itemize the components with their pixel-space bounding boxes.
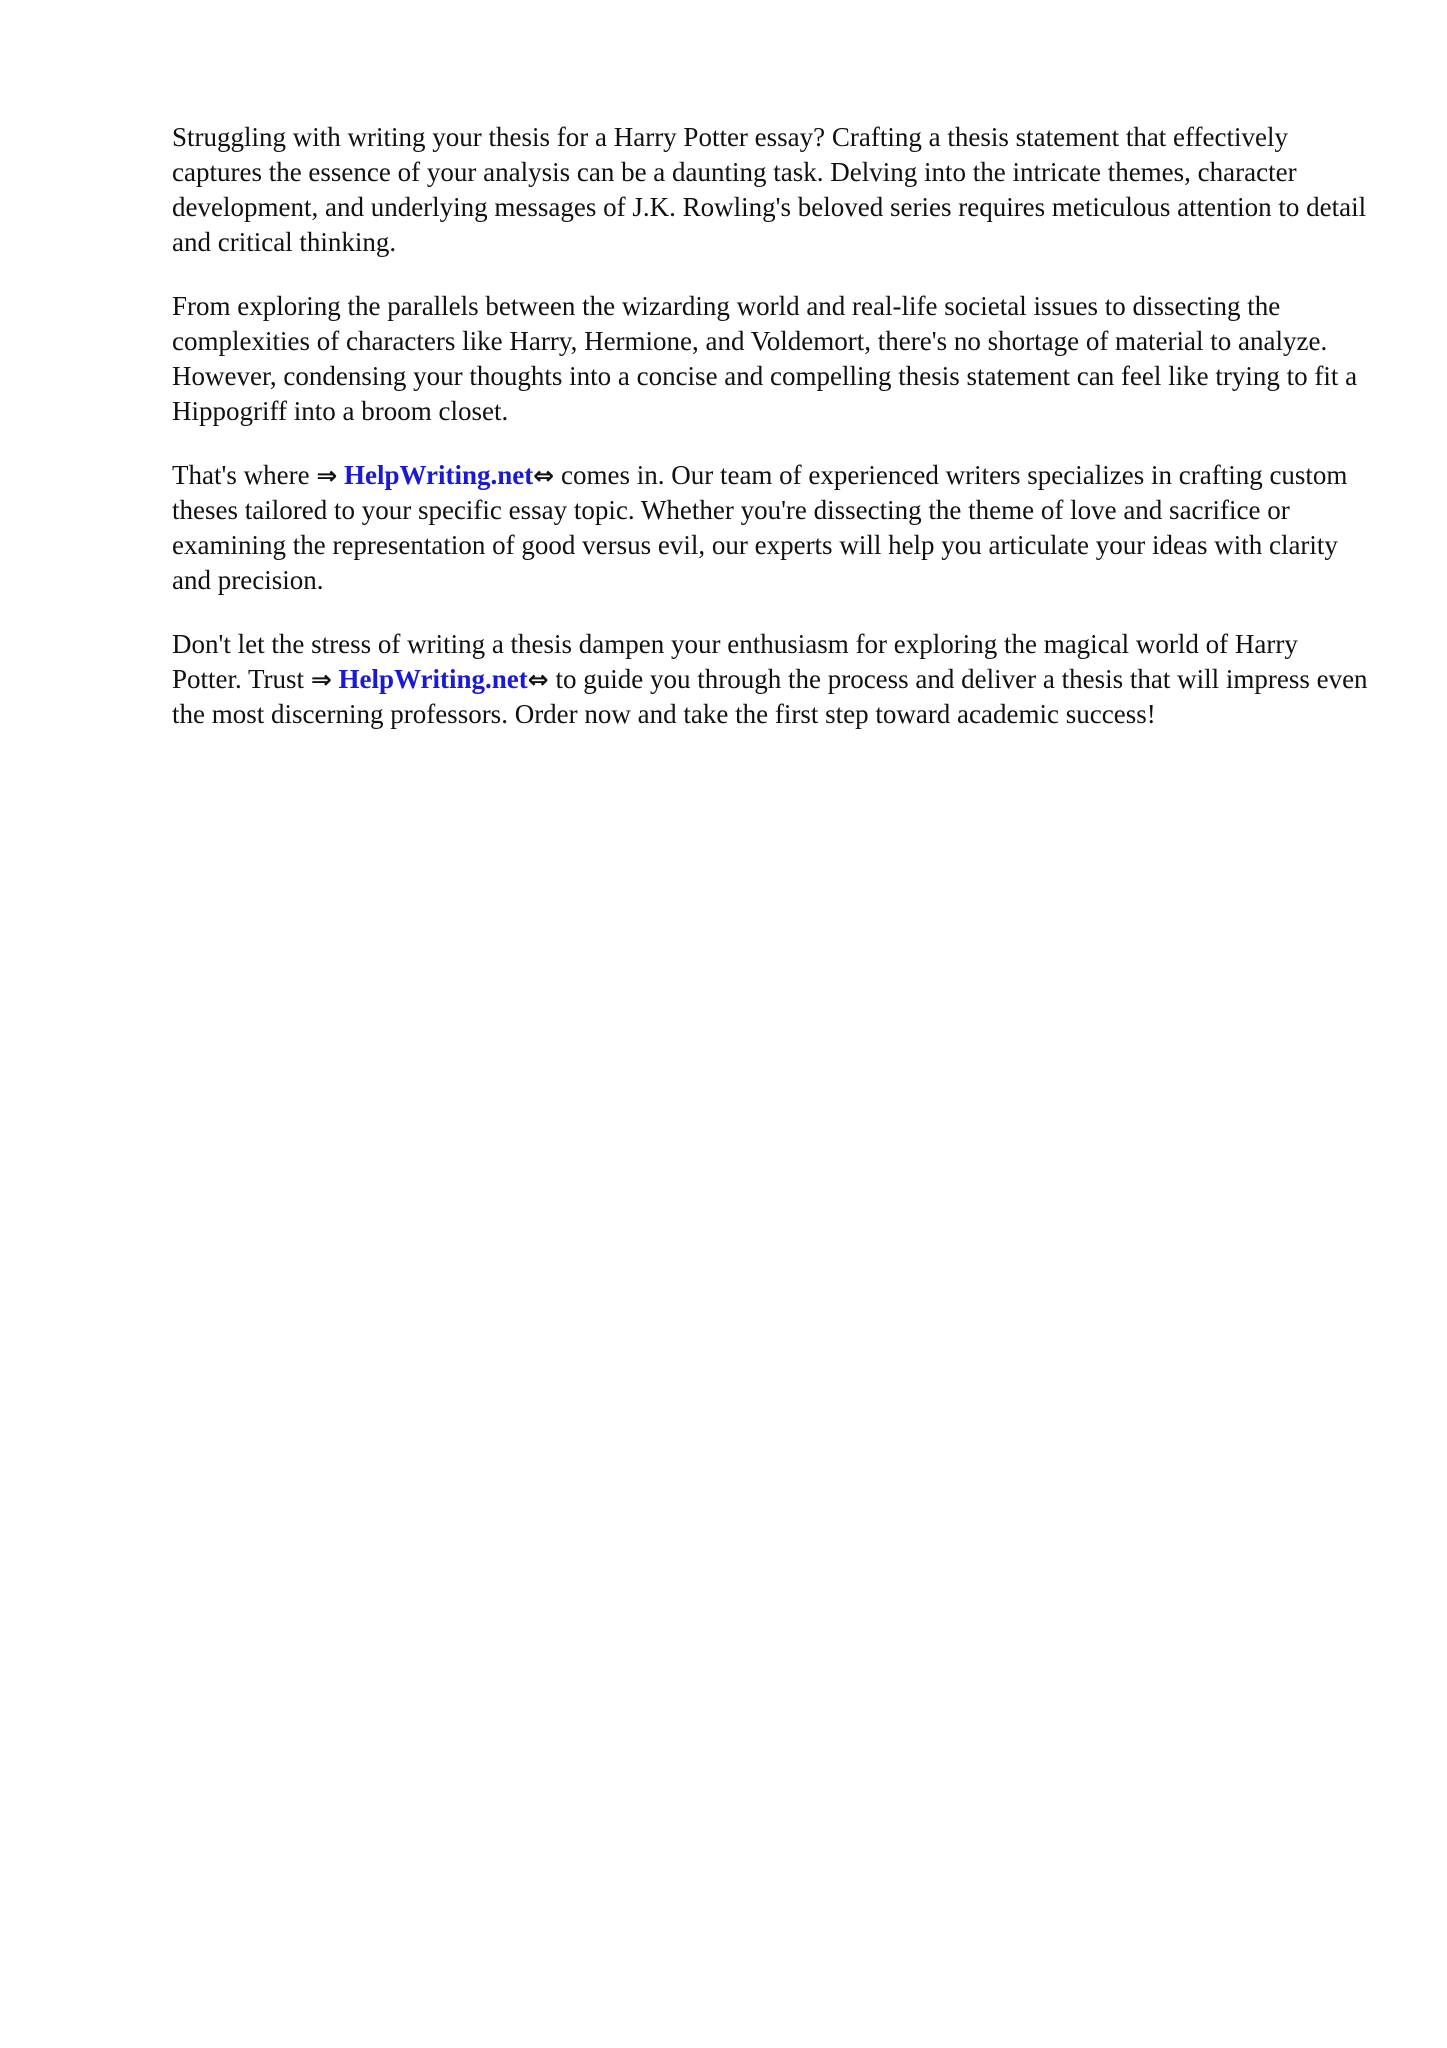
paragraph-intro bbox=[172, 120, 1372, 260]
paragraph-service-text-after: comes in. Our team of experienced writers specializes in crafting custom theses tailored to your specific essay topic. Whether you're dissecting the theme of love and sacrifice or examining the representation of good versus evil, our experts will help you articulate your ideas with clarity and precision. bbox=[172, 460, 1348, 595]
paragraph-service-text-before: That's where bbox=[172, 460, 317, 490]
helpwriting-link[interactable]: HelpWriting.net bbox=[344, 460, 534, 490]
paragraph-themes-text: From exploring the parallels between the wizarding world and real-life societal issues to dissecting the complexities of characters like Harry, Hermione, and Voldemort, there's no shortage of material to analyze. However, condensing your thoughts into a concise and compelling thesis statement can feel like trying to fit a Hippogriff into a broom closet. bbox=[172, 291, 1358, 426]
document-body bbox=[172, 120, 1372, 761]
paragraph-call-to-action bbox=[172, 627, 1372, 732]
right-double-arrow-icon: ⇒ bbox=[316, 461, 338, 490]
paragraph-cta-text-before: Don't let the stress of writing a thesis dampen your enthusiasm for exploring the magical world of Harry Potter. Trust bbox=[172, 629, 1298, 694]
paragraph-themes bbox=[172, 289, 1372, 429]
paragraph-intro-text: Struggling with writing your thesis for a Harry Potter essay? Crafting a thesis statement that effectively captures the essence of your analysis can be a daunting task. Delving into the intricate themes, character development, and underlying messages of J.K. Rowling's beloved series requires meticulous attention to detail and critical thinking. bbox=[172, 122, 1367, 257]
left-right-double-arrow-icon: ⇔ bbox=[533, 461, 555, 490]
helpwriting-link[interactable]: HelpWriting.net bbox=[338, 664, 528, 694]
paragraph-service bbox=[172, 458, 1372, 598]
right-double-arrow-icon: ⇒ bbox=[310, 665, 332, 694]
left-right-double-arrow-icon: ⇔ bbox=[527, 665, 549, 694]
paragraph-cta-text-after: to guide you through the process and deliver a thesis that will impress even the most discerning professors. Order now and take the first step toward academic success! bbox=[172, 664, 1368, 729]
